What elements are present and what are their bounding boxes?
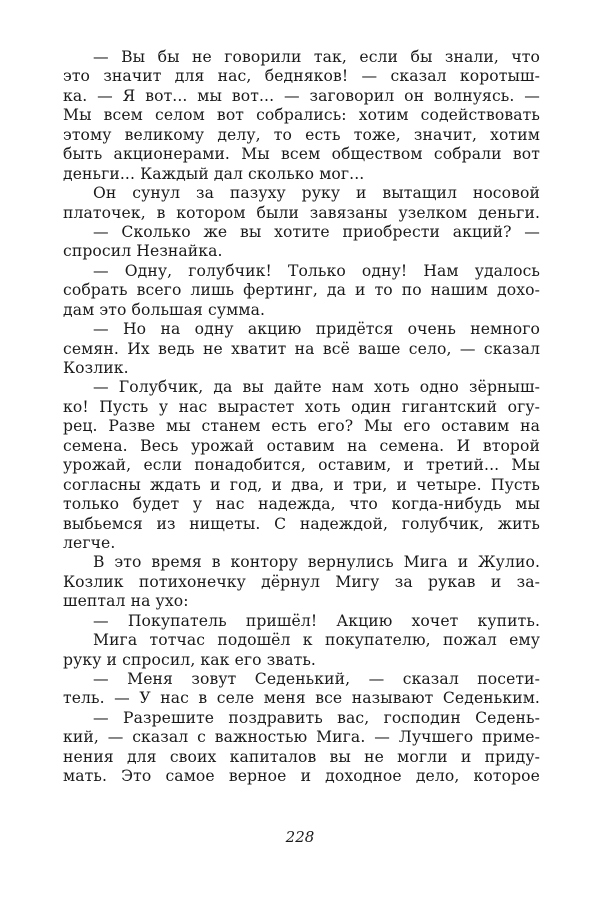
text-line: быть акционерами. Мы всем обществом собрали вот	[63, 145, 540, 164]
text-line: — Меня зовут Седенький, — сказал посети-	[93, 670, 540, 688]
text-line: Козлик потихонечку дёрнул Мигу за рукав и за-	[63, 572, 540, 591]
text-line: ка. — Я вот... мы вот... — заговорил он волнуясь. —	[63, 86, 540, 105]
text-line: — Сколько же вы хотите приобрести акций? —	[93, 222, 540, 241]
text-line: шептал на ухо:	[63, 592, 189, 611]
text-line: Мы всем селом вот собрались: хотим содействовать	[63, 106, 540, 125]
text-line: — Разрешите поздравить вас, господин Седень-	[93, 708, 540, 727]
text-line: мать. Это самое верное и доходное дело, которое	[63, 767, 540, 786]
text-line: семян. Их ведь не хватит на всё ваше село, — сказал	[63, 339, 540, 358]
text-line: согласны ждать и год, и два, и три, и четыре. Пусть	[63, 475, 540, 494]
text-line: руку и спросил, как его звать.	[63, 650, 316, 669]
text-line: кий, — сказал с важностью Мига. — Лучшего приме-	[63, 728, 540, 747]
text-line: деньги... Каждый дал сколько мог...	[63, 164, 365, 183]
text-line: — Голубчик, да вы дайте нам хоть одно зёрныш-	[93, 378, 540, 397]
text-line: собрать всего лишь фертинг, да и то по нашим дохо-	[63, 281, 540, 300]
text-line: семена. Весь урожай оставим на семена. И второй	[63, 436, 540, 455]
text-line: выбьемся из нищеты. С надеждой, голубчик, жить	[63, 514, 540, 533]
text-line: платочек, в котором были завязаны узелком деньги.	[63, 203, 540, 222]
text-line: тель. — У нас в селе меня все называют Седеньким.	[63, 689, 540, 708]
text-line: спросил Незнайка.	[63, 242, 223, 261]
text-line: — Одну, голубчик! Только одну! Нам удалось	[93, 261, 540, 280]
text-line: рец. Разве мы станем есть его? Мы его оставим на	[63, 417, 540, 436]
text-line: — Вы бы не говорили так, если бы знали, что	[93, 48, 540, 66]
text-line: — Но на одну акцию придётся очень немного	[93, 320, 540, 339]
text-line: это значит для нас, бедняков! — сказал коротыш-	[63, 67, 540, 86]
text-line: ко! Пусть у нас вырастет хоть один гигантский огу-	[63, 397, 540, 416]
text-line: Он сунул за пазуху руку и вытащил носовой	[93, 184, 540, 203]
text-line: Козлик.	[63, 359, 129, 377]
text-line: Мига тотчас подошёл к покупателю, пожал ему	[93, 631, 540, 650]
text-line: только будет у нас надежда, что когда-нибудь мы	[63, 495, 540, 514]
text-line: этому великому делу, то есть тоже, значит, хотим	[63, 125, 540, 144]
text-line: легче.	[63, 533, 116, 552]
book-page-text	[63, 48, 540, 787]
text-line: дам это большая сумма.	[63, 300, 266, 319]
text-line: — Покупатель пришёл! Акцию хочет купить.	[93, 611, 540, 630]
text-line: урожай, если понадобится, оставим, и третий... Мы	[63, 456, 540, 475]
text-line: В это время в контору вернулись Мига и Жулио.	[93, 553, 540, 572]
text-line: нения для своих капиталов вы не могли и приду-	[63, 747, 540, 766]
page-number: 228	[285, 828, 315, 846]
